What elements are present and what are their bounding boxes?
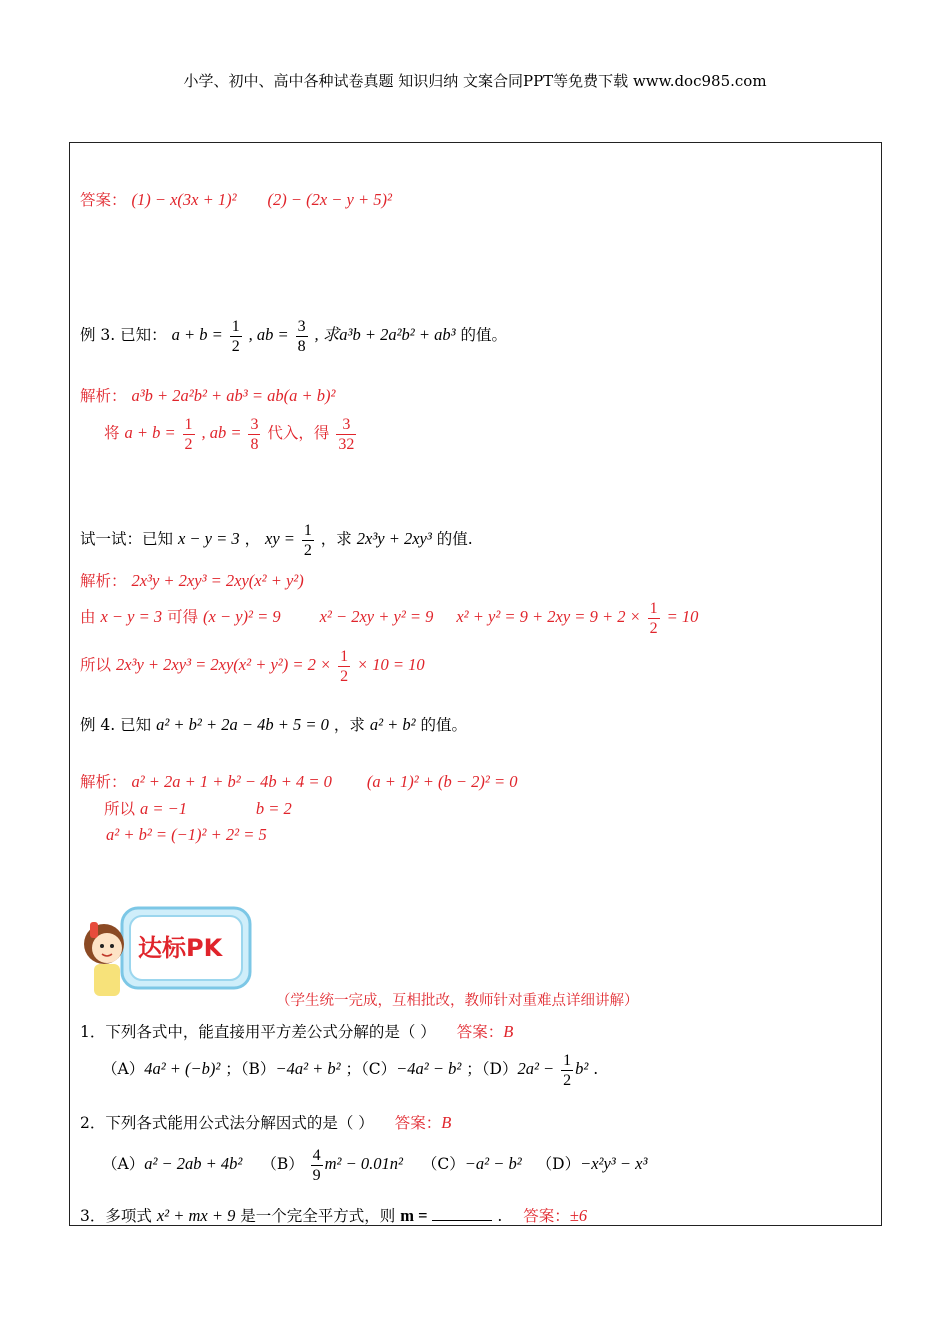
q3-stem: 3．多项式 x² + mx + 9 是一个完全平方式，则 m = . 答案：±6 — [80, 1206, 588, 1225]
q3-answer-blank[interactable] — [432, 1206, 492, 1221]
example-4-question: 例 4. 已知 a² + b² + 2a − 4b + 5 = 0 ，求 a² + b² 的值。 — [80, 715, 468, 734]
try-question: 试一试：已知 x − y = 3 ， xy = $\frac{1}{2}$ ，求 2x³y + 2xy³ 的值. — [80, 521, 473, 559]
example-4-solution-3: a² + b² = (−1)² + 2² = 5 — [106, 825, 267, 844]
q2-options: （A）a² − 2ab + 4b² （B） $\frac{4}{9}$ m² − 0.01n² （C）−a² − b² （D）−x²y³ − x³ — [102, 1146, 648, 1184]
q1-stem: 1．下列各式中，能直接用平方差公式分解的是（ ） 答案：B — [80, 1022, 514, 1041]
pk-badge — [82, 900, 254, 1004]
q1-options: （A）4a² + (−b)² ；（B）−4a² + b² ；（C）−4a² − b² ；（D）2a² − $\frac{1}{2}$ b² . — [102, 1051, 599, 1089]
example-3-solution-1: 解析： a³b + 2a²b² + ab³ = ab(a + b)² — [80, 386, 336, 405]
try-solution-1: 解析： 2x³y + 2xy³ = 2xy(x² + y²) — [80, 571, 304, 590]
page-header: 小学、初中、高中各种试卷真题 知识归纳 文案合同PPT等免费下载 www.doc985.com — [183, 72, 767, 90]
try-solution-2: 由 x − y = 3 可得 (x − y)² = 9 x² − 2xy + y² = 9 x² + y² = 9 + 2xy = 9 + 2 × $\frac{1}{2}$ = 10 — [80, 599, 699, 637]
example-4-solution-2: 所以 a = −1 b = 2 — [104, 799, 292, 818]
pk-note: （学生统一完成，互相批改，教师针对重难点详细讲解） — [276, 993, 639, 1009]
answer-line: 答案： (1) − x(3x + 1)² (2) − (2x − y + 5)² — [80, 190, 392, 209]
q2-stem: 2．下列各式能用公式法分解因式的是（ ） 答案：B — [80, 1113, 452, 1132]
example-4-solution-1: 解析： a² + 2a + 1 + b² − 4b + 4 = 0 (a + 1)² + (b − 2)² = 0 — [80, 772, 518, 791]
example-3-solution-2: 将 a + b = $\frac{1}{2}$ , ab = $\frac{3}{8}$ 代入，得 $\frac{3}{32}$ — [104, 415, 355, 453]
example-3-question: 例 3. 已知： a + b = $\frac{1}{2}$ , ab = $\frac{3}{8}$ , 求a³b + 2a²b² + ab³ 的值。 — [80, 317, 508, 355]
pk-title: 达标PK — [138, 934, 223, 962]
try-solution-3: 所以 2x³y + 2xy³ = 2xy(x² + y²) = 2 × $\frac{1}{2}$ × 10 = 10 — [80, 647, 425, 685]
